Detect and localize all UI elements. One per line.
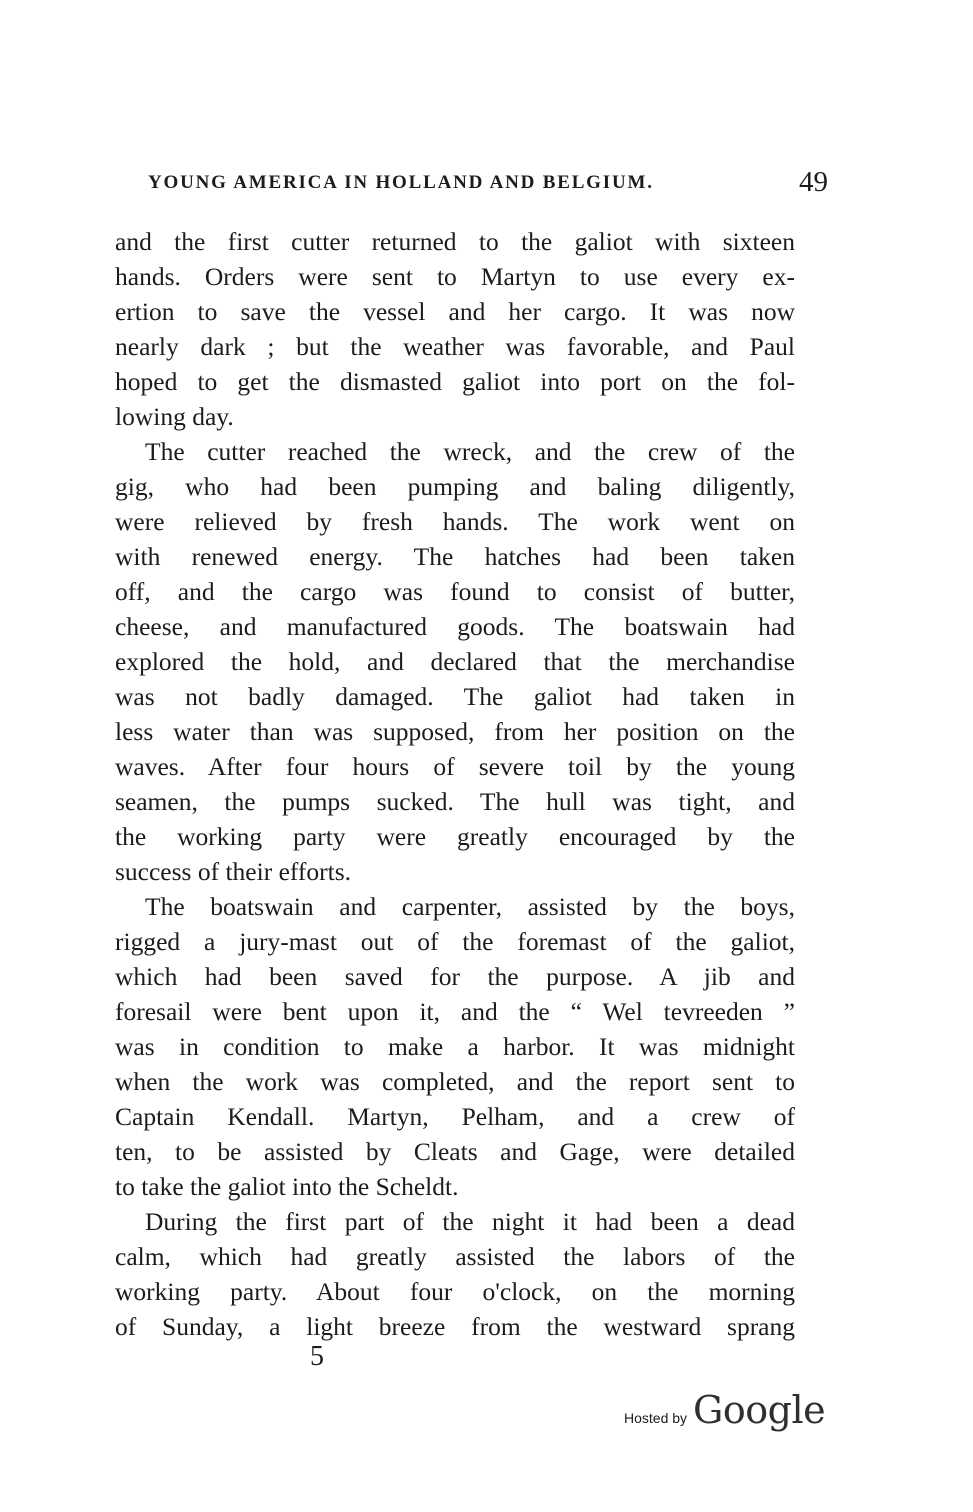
text-line: waves. After four hours of severe toil by the young <box>115 752 795 781</box>
text-line: less water than was supposed, from her position on the <box>115 717 795 746</box>
text-line: gig, who had been pumping and baling diligently, <box>115 472 795 501</box>
text-line: when the work was completed, and the report sent to <box>115 1067 795 1096</box>
text-line: hoped to get the dismasted galiot into port on the fol- <box>115 367 795 396</box>
text-line: Captain Kendall. Martyn, Pelham, and a crew of <box>115 1102 795 1131</box>
paragraph-3 <box>115 889 795 1204</box>
text-line: calm, which had greatly assisted the labors of the <box>115 1242 795 1271</box>
paragraph-2 <box>115 434 795 889</box>
hosted-by-google-watermark <box>624 1388 825 1444</box>
text-line: success of their efforts. <box>115 857 352 886</box>
text-line: During the first part of the night it had been a dead <box>145 1207 795 1236</box>
text-line: The cutter reached the wreck, and the crew of the <box>145 437 795 466</box>
page-number: 49 <box>799 166 828 198</box>
hosted-by-label: Hosted by <box>624 1410 688 1426</box>
text-line: foresail were bent upon it, and the “ Wel tevreeden ” <box>115 997 795 1026</box>
text-line: the working party were greatly encouraged by the <box>115 822 795 851</box>
running-head <box>148 166 828 198</box>
text-line: was not badly damaged. The galiot had taken in <box>115 682 795 711</box>
signature-mark: 5 <box>310 1341 324 1372</box>
text-line: working party. About four o'clock, on the morning <box>115 1277 795 1306</box>
text-line: The boatswain and carpenter, assisted by the boys, <box>145 892 795 921</box>
paragraph-4 <box>115 1204 795 1344</box>
text-line: nearly dark ; but the weather was favorable, and Paul <box>115 332 795 361</box>
text-line: were relieved by fresh hands. The work went on <box>115 507 795 536</box>
text-line: to take the galiot into the Scheldt. <box>115 1172 459 1201</box>
text-line: and the first cutter returned to the galiot with sixteen <box>115 227 795 256</box>
text-line: lowing day. <box>115 402 234 431</box>
text-line: seamen, the pumps sucked. The hull was tight, and <box>115 787 795 816</box>
text-line: ten, to be assisted by Cleats and Gage, were detailed <box>115 1137 795 1166</box>
text-line: explored the hold, and declared that the merchandise <box>115 647 795 676</box>
text-line: of Sunday, a light breeze from the westward sprang <box>115 1312 795 1341</box>
text-line: cheese, and manufactured goods. The boatswain had <box>115 612 795 641</box>
text-line: which had been saved for the purpose. A jib and <box>115 962 795 991</box>
text-line: with renewed energy. The hatches had been taken <box>115 542 795 571</box>
text-line: off, and the cargo was found to consist of butter, <box>115 577 795 606</box>
google-logo: Google <box>693 1388 826 1432</box>
text-line: ertion to save the vessel and her cargo. It was now <box>115 297 795 326</box>
text-line: was in condition to make a harbor. It was midnight <box>115 1032 795 1061</box>
running-title: YOUNG AMERICA IN HOLLAND AND BELGIUM. <box>148 172 654 193</box>
text-line: rigged a jury-mast out of the foremast of the galiot, <box>115 927 795 956</box>
text-line: hands. Orders were sent to Martyn to use every ex- <box>115 262 795 291</box>
paragraph-1 <box>115 224 795 434</box>
body-text <box>115 224 795 1344</box>
